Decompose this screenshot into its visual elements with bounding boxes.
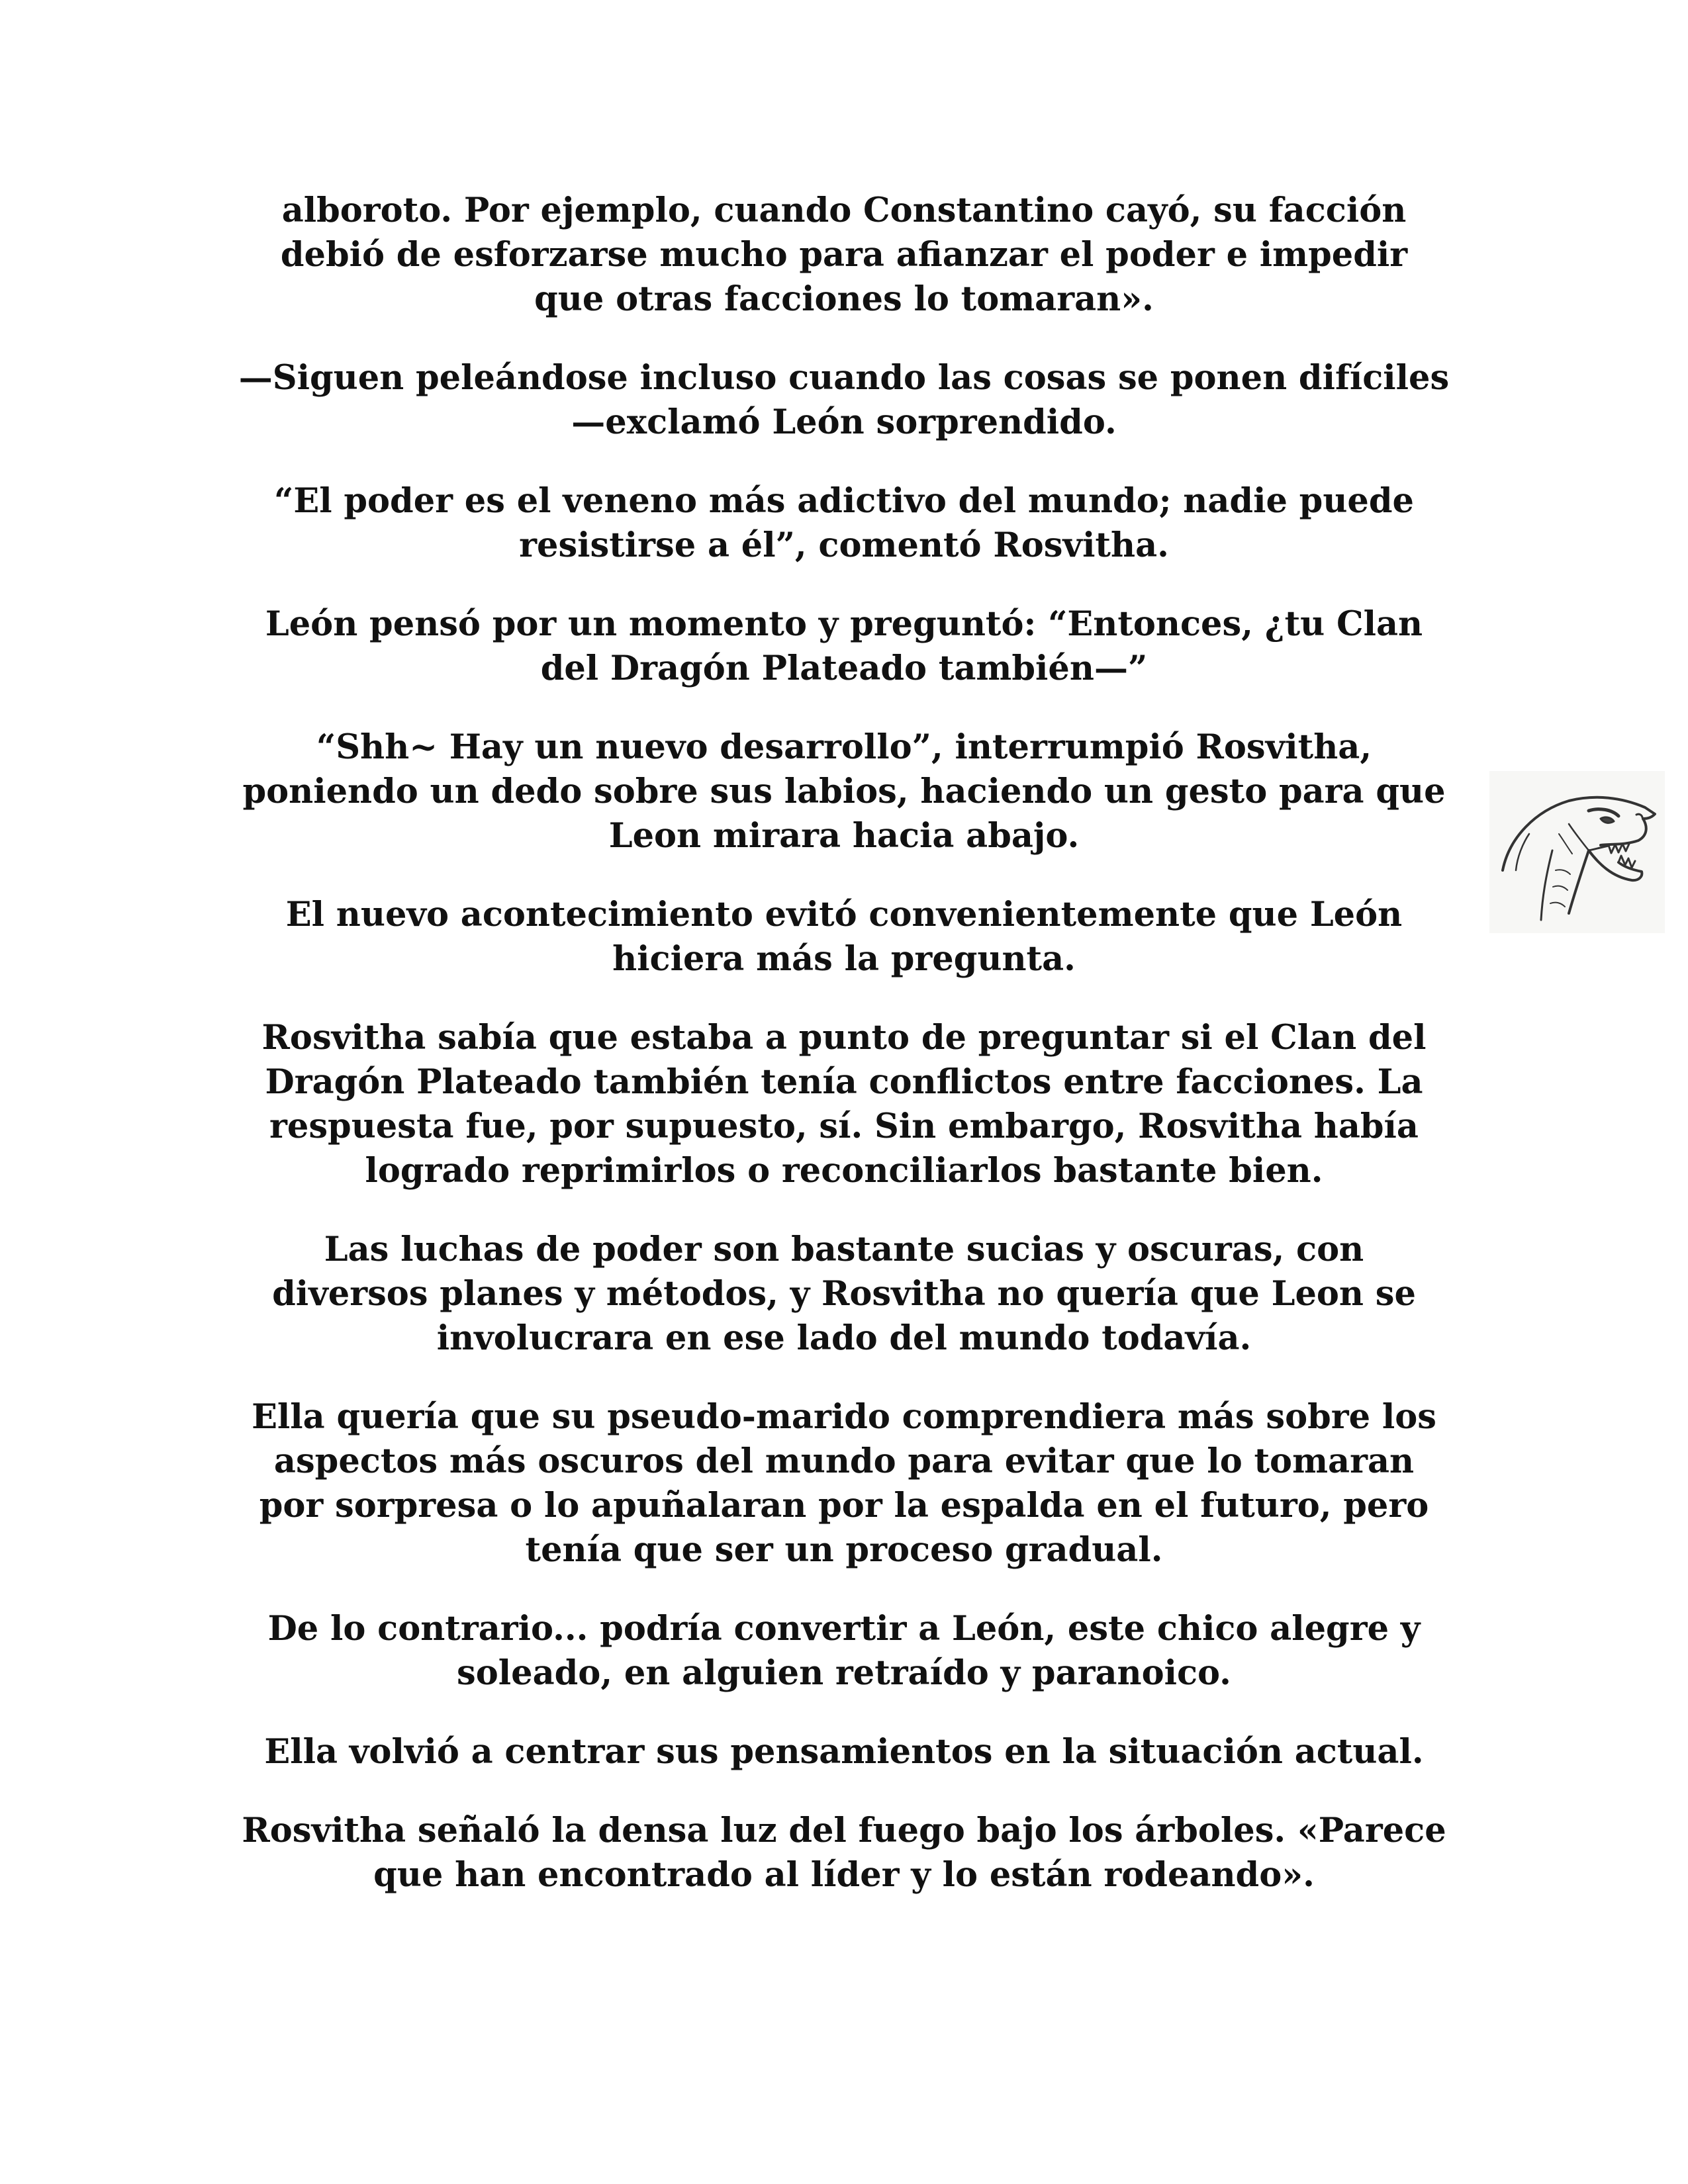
paragraph-1: alboroto. Por ejemplo, cuando Constantino cayó, su facción debió de esforzarse mucho para afianzar el poder e impedir que otras facciones lo tomaran». xyxy=(280,191,1408,319)
paragraph-11: Ella volvió a centrar sus pensamientos en la situación actual. xyxy=(264,1732,1424,1772)
paragraph-10: De lo contrario... podría convertir a León, este chico alegre y soleado, en alguien retraído y paranoico. xyxy=(267,1609,1421,1693)
paragraph-3: “El poder es el veneno más adictivo del mundo; nadie puede resistirse a él”, comentó Rosvitha. xyxy=(274,481,1414,565)
paragraph-12: Rosvitha señaló la densa luz del fuego bajo los árboles. «Parece que han encontrado al líder y lo están rodeando». xyxy=(242,1811,1446,1895)
paragraph-7: Rosvitha sabía que estaba a punto de preguntar si el Clan del Dragón Plateado también tenía conflictos entre facciones. La respuesta fue, por supuesto, sí. Sin embargo, Rosvitha había logrado reprimirlos o reconciliarlos bastante bien. xyxy=(261,1018,1427,1191)
paragraph-2: —Siguen peleándose incluso cuando las cosas se ponen difíciles —exclamó León sorprendido. xyxy=(238,358,1450,442)
dragon-head-sketch-icon xyxy=(1489,771,1665,933)
body-text xyxy=(199,189,1489,1932)
paragraph-6: El nuevo acontecimiento evitó convenientemente que León hiciera más la pregunta. xyxy=(285,895,1403,979)
paragraph-9: Ella quería que su pseudo-marido comprendiera más sobre los aspectos más oscuros del mundo para evitar que lo tomaran por sorpresa o lo apuñalaran por la espalda en el futuro, pero tenía que ser un proceso gradual. xyxy=(252,1397,1436,1570)
paragraph-8: Las luchas de poder son bastante sucias y oscuras, con diversos planes y métodos, y Rosvitha no quería que Leon se involucrara en ese lado del mundo todavía. xyxy=(272,1230,1416,1358)
paragraph-5: “Shh~ Hay un nuevo desarrollo”, interrumpió Rosvitha, poniendo un dedo sobre sus labios, haciendo un gesto para que Leon mirara hacia abajo. xyxy=(242,727,1446,856)
paragraph-4: León pensó por un momento y preguntó: “Entonces, ¿tu Clan del Dragón Plateado también—” xyxy=(265,604,1423,688)
